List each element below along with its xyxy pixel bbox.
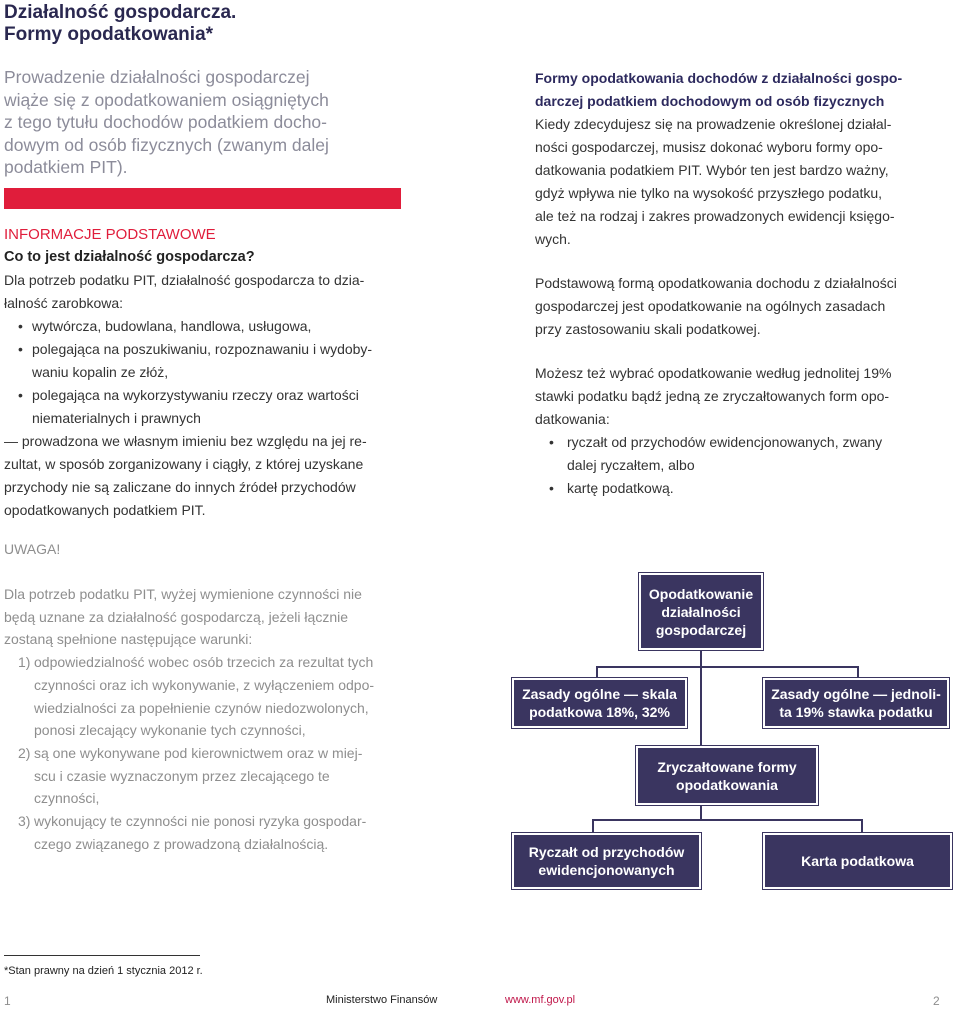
text-line: Kiedy zdecydujesz się na prowadzenie określonej działal- [535, 116, 892, 132]
text-line: Możesz też wybrać opodatkowanie według jednolitej 19% [535, 365, 892, 381]
text-line: zostaną spełnione następujące warunki: [4, 631, 253, 648]
diagram-box-tax-card [763, 833, 952, 889]
connector-line [592, 819, 862, 821]
text-line: stawki podatku bądź jedną ze zryczałtowanych form opo- [535, 388, 890, 404]
item-text: odpowiedzialność wobec osób trzecich za rezultat tych [34, 654, 374, 671]
item-number: 2) [18, 744, 31, 761]
connector-line [592, 819, 594, 833]
footer-publisher: Ministerstwo Finansów [326, 994, 438, 1006]
box-text: ewidencjonowanych [538, 862, 675, 878]
item-text: wykonujący te czynności nie ponosi ryzyka gospodar- [34, 813, 367, 830]
footnote-divider [4, 955, 200, 956]
diagram-box-general-flat [763, 678, 949, 728]
text-line: ale też na rodzaj i zakres prowadzonych ewidencji księgo- [535, 208, 895, 224]
box-text: Zryczałtowane formy [657, 758, 797, 775]
item-text: scu i czasie wyznaczonym przez zlecającego te [34, 767, 330, 784]
page-number-right: 2 [933, 994, 940, 1008]
right-heading-line: darczej podatkiem dochodowym od osób fizycznych [535, 93, 885, 109]
text-line: datkowania: [535, 411, 610, 427]
box-text: Opodatkowanie [648, 585, 754, 602]
lead-line: dowym od osób fizycznych (zwanym dalej [4, 134, 329, 155]
text-line: ności gospodarczej, musisz dokonać wyboru formy opo- [535, 139, 883, 155]
connector-line [700, 650, 702, 667]
bullet-icon: • [549, 434, 554, 450]
list-item-text: dalej ryczałtem, albo [567, 457, 695, 473]
numbered-item [4, 742, 414, 810]
diagram-box-registered-revenue [512, 833, 701, 889]
text-line: wych. [535, 231, 571, 247]
item-text: czynności oraz ich wykonywanie, z wyłączeniem odpo- [34, 676, 375, 693]
lead-line: podatkiem PIT). [4, 157, 128, 177]
text-line: przychody nie są zaliczane do innych źródeł przychodów [4, 479, 356, 495]
text-line: gospodarczej jest opodatkowanie na ogólnych zasadach [535, 298, 886, 314]
footer-website-link[interactable]: www.mf.gov.pl [505, 994, 576, 1006]
box-text: Ryczałt od przychodów [528, 844, 685, 860]
bullet-icon: • [549, 480, 554, 496]
box-text: gospodarczej [655, 621, 747, 638]
numbered-item [4, 651, 414, 742]
page-title-line-1: Działalność gospodarcza. [4, 2, 237, 23]
box-text: opodatkowania [676, 776, 778, 793]
list-item [4, 338, 404, 384]
diagram-box-lump-sum [636, 746, 818, 805]
text-line: Dla potrzeb podatku PIT, działalność gospodarcza to dzia- [4, 272, 365, 288]
connector-line [596, 666, 598, 678]
lead-line: Prowadzenie działalności gospodarczej [4, 67, 310, 87]
box-text: podatkowa 18%, 32% [529, 704, 670, 720]
lead-paragraph [4, 66, 400, 179]
text-line: zultat, w sposób zorganizowany i ciągły, z której uzyskane [4, 456, 364, 472]
box-text: działalności [661, 603, 741, 620]
list-item [4, 384, 404, 430]
right-heading-line: Formy opodatkowania dochodów z działalności gospo- [535, 70, 903, 86]
page-title [4, 2, 236, 46]
list-item-text: polegająca na wykorzystywaniu rzeczy oraz wartości [32, 387, 359, 403]
box-text: Karta podatkowa [801, 853, 914, 869]
diagram-box-root [639, 573, 763, 650]
text-line: Dla potrzeb podatku PIT, wyżej wymienione czynności nie [4, 586, 362, 602]
bullet-icon: • [18, 341, 23, 357]
item-text: czynności, [34, 790, 100, 807]
box-text: Zasady ogólne — jednoli- [771, 686, 941, 702]
connector-line [861, 819, 863, 833]
text-line: przy zastosowaniu skali podatkowej. [535, 321, 761, 337]
list-item [535, 431, 955, 477]
right-column [535, 67, 955, 500]
list-item-text: niematerialnych i prawnych [32, 410, 201, 426]
text-line: — prowadzona we własnym imieniu bez względu na jej re- [4, 433, 367, 449]
list-item-text: waniu kopalin ze złóż, [32, 364, 169, 380]
list-item-text: kartę podatkową. [567, 480, 674, 496]
page-title-line-2: Formy opodatkowania* [4, 24, 214, 45]
numbered-item [4, 810, 414, 855]
text-line: datkowania podatkiem PIT. Wybór ten jest bardzo ważny, [535, 162, 889, 178]
box-text: Zasady ogólne — skala [522, 686, 677, 702]
text-line: Podstawową formą opodatkowania dochodu z działalności [535, 275, 897, 291]
item-text: są one wykonywane pod kierownictwem oraz w miej- [34, 744, 363, 761]
text-line: gdyż wpływa nie tylko na wysokość przyszłego podatku, [535, 185, 883, 201]
connector-line [700, 805, 702, 820]
text-line: opodatkowanych podatkiem PIT. [4, 502, 206, 518]
item-text: wiedzialności za popełnienie czynów niedozwolonych, [34, 699, 369, 716]
warning-text [4, 583, 414, 855]
item-text: ponosi zlecający wykonanie tych czynności, [34, 722, 306, 739]
text-line: łalność zarobkowa: [4, 295, 124, 311]
box-text: ta 19% stawka podatku [779, 704, 933, 720]
lead-line: wiąże się z opodatkowaniem osiągniętych [4, 89, 329, 110]
connector-line [700, 666, 702, 746]
section-heading-basic-info: INFORMACJE PODSTAWOWE [4, 226, 216, 243]
list-item [535, 477, 955, 500]
text-line: będą uznane za działalność gospodarczą, jeżeli łącznie [4, 608, 348, 625]
list-item [4, 315, 404, 338]
lead-line: z tego tytułu dochodów podatkiem docho- [4, 112, 327, 132]
list-item-text: ryczałt od przychodów ewidencjonowanych, zwany [567, 434, 883, 450]
warning-label: UWAGA! [4, 541, 61, 557]
definition-text [4, 269, 404, 522]
list-item-text: wytwórcza, budowlana, handlowa, usługowa, [32, 318, 312, 334]
diagram-box-general-scale [512, 678, 687, 728]
connector-line [857, 666, 859, 678]
connector-line [596, 666, 858, 668]
red-divider-bar [4, 188, 401, 209]
footnote: *Stan prawny na dzień 1 stycznia 2012 r. [4, 965, 203, 977]
bullet-icon: • [18, 387, 23, 403]
item-number: 3) [18, 813, 31, 830]
item-number: 1) [18, 654, 31, 671]
page-number-left: 1 [4, 994, 11, 1008]
item-text: czego związanego z prowadzoną działalnością. [34, 835, 329, 852]
list-item-text: polegająca na poszukiwaniu, rozpoznawaniu i wydoby- [32, 341, 373, 357]
bullet-icon: • [18, 318, 23, 334]
section-subheading: Co to jest działalność gospodarcza? [4, 249, 255, 265]
